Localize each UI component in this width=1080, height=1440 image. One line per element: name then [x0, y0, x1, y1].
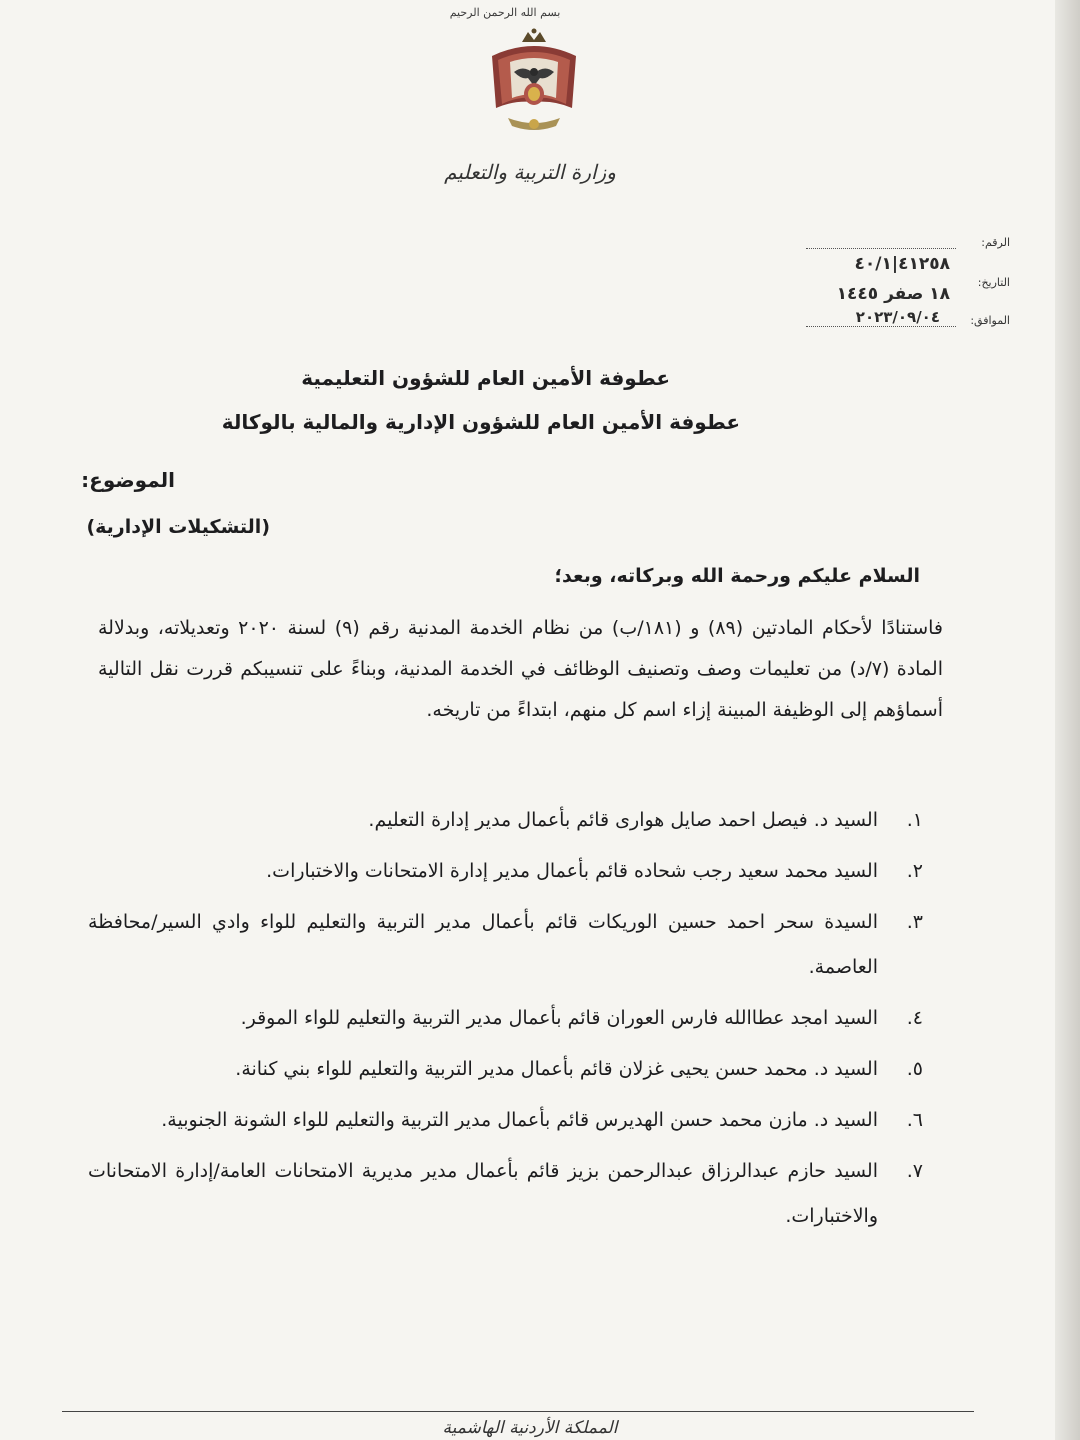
list-item-text: السيد حازم عبدالرزاق عبدالرحمن بزيز قائم بأعمال مدير مديرية الامتحانات العامة/إدارة الامتحانات والاختبارات.: [88, 1160, 878, 1227]
addressee-line-2: عطوفة الأمين العام للشؤون الإدارية والمالية بالوكالة: [221, 410, 740, 434]
ministry-name: وزارة التربية والتعليم: [444, 160, 616, 184]
list-item: [88, 1047, 923, 1092]
list-item-number: ٢.: [906, 860, 923, 882]
list-item: [88, 849, 923, 894]
reference-gregorian-value: ٢٠٢٣/٠٩/٠٤: [855, 308, 940, 326]
list-item: [88, 900, 923, 990]
list-item-text: السيد د. محمد حسن يحيى غزلان قائم بأعمال مدير التربية والتعليم للواء بني كنانة.: [235, 1058, 878, 1080]
reference-gregorian-row: [790, 308, 1010, 334]
list-item: [88, 996, 923, 1041]
subject-label: الموضوع:: [81, 468, 175, 492]
reference-date-row: [790, 254, 1010, 304]
list-item-number: ١.: [906, 809, 923, 831]
reference-number-label: الرقم:: [981, 236, 1010, 249]
greeting: السلام عليكم ورحمة الله وبركاته، وبعد؛: [554, 565, 920, 587]
subject-text: (التشكيلات الإدارية): [86, 516, 270, 538]
body-paragraph: فاستنادًا لأحكام المادتين (٨٩) و (١٨١/ب) من نظام الخدمة المدنية رقم (٩) لسنة ٢٠٢٠ وتعديلاته، وبدلالة المادة (٧/د) من تعليمات وصف وتصنيف الوظائف في الخدمة المدنية، وبناءً على تنسيبكم قررت نقل التالية أسماؤهم إلى الوظيفة المبينة إزاء اسم كل منهم، ابتداءً من تاريخه.: [98, 617, 943, 721]
reference-number-row: [790, 236, 1010, 256]
list-item-number: ٤.: [906, 1007, 923, 1029]
basmala: بسم الله الرحمن الرحيم: [449, 6, 561, 19]
reference-date-value: ١٨ صفر ١٤٤٥: [836, 284, 950, 304]
list-item-number: ٥.: [906, 1058, 923, 1080]
list-item-text: السيدة سحر احمد حسين الوريكات قائم بأعمال مدير التربية والتعليم للواء وادي السير/محافظة العاصمة.: [88, 911, 878, 978]
reference-number-dots: [806, 236, 956, 249]
list-item-text: السيد د. فيصل احمد صايل هوارى قائم بأعمال مدير إدارة التعليم.: [368, 809, 878, 831]
reference-number-value: ٤١٢٥٨|٤٠/١: [854, 254, 950, 274]
list-item: [88, 1149, 923, 1239]
page-edge-shadow: [1055, 0, 1080, 1440]
reference-gregorian-label: الموافق:: [970, 314, 1010, 327]
list-item-number: ٣.: [906, 911, 923, 933]
list-item-text: السيد محمد سعيد رجب شحاده قائم بأعمال مدير إدارة الامتحانات والاختبارات.: [266, 860, 878, 882]
list-item: [88, 798, 923, 843]
list-item-text: السيد د. مازن محمد حسن الهديرس قائم بأعمال مدير التربية والتعليم للواء الشونة الجنوبية.: [161, 1109, 878, 1131]
addressee-line-1: عطوفة الأمين العام للشؤون التعليمية: [301, 366, 670, 390]
appointments-list: [88, 798, 923, 1245]
jordan-emblem-icon: [484, 28, 584, 143]
reference-date-label: التاريخ:: [977, 276, 1010, 289]
list-item-text: السيد امجد عطاالله فارس العوران قائم بأعمال مدير التربية والتعليم للواء الموقر.: [240, 1007, 878, 1029]
list-item-number: ٧.: [906, 1160, 923, 1182]
list-item: [88, 1098, 923, 1143]
footer-divider: [62, 1411, 974, 1412]
footer-text: المملكة الأردنية الهاشمية: [442, 1418, 618, 1438]
list-item-number: ٦.: [906, 1109, 923, 1131]
